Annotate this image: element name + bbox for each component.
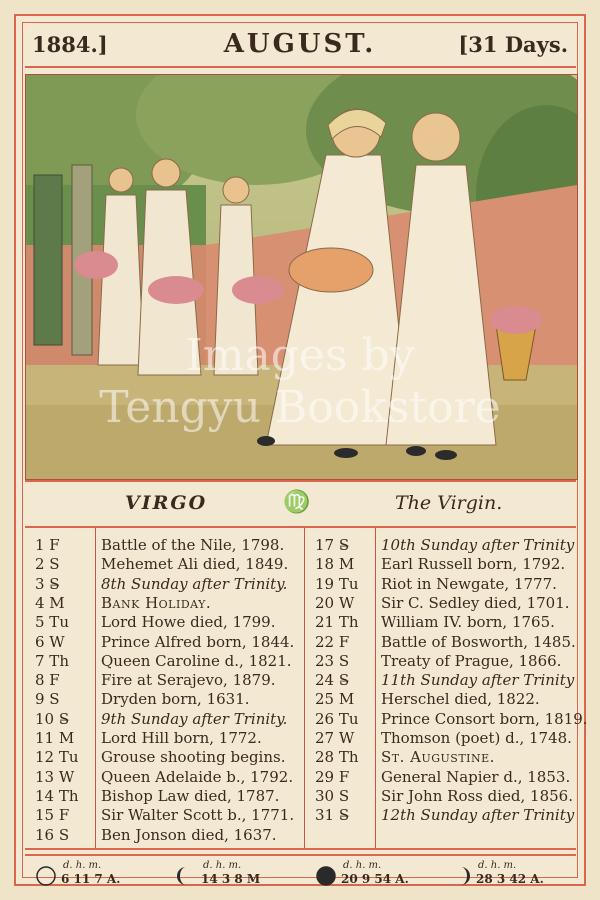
day-label: 28 Th	[315, 748, 359, 767]
moon-phases	[25, 854, 576, 890]
day-event: Sir Walter Scott b., 1771.	[101, 806, 295, 825]
day-label: 11 M	[35, 729, 75, 747]
day-label: 29 F	[315, 767, 350, 786]
day-row	[35, 555, 305, 574]
day-row	[35, 710, 305, 729]
day-label: 15 F	[35, 806, 70, 825]
days-count: [31 Days.	[458, 32, 568, 57]
day-event: Dryden born, 1631.	[101, 690, 250, 709]
day-label: 13 W	[35, 767, 75, 786]
day-row	[35, 826, 305, 845]
day-row	[315, 690, 575, 709]
illustration-rule	[25, 480, 576, 482]
moon-phase-header: d. h. m.	[63, 860, 102, 871]
day-label: 26 Tu	[315, 709, 359, 728]
day-event: Lord Hill born, 1772.	[101, 729, 262, 747]
day-row	[35, 729, 305, 748]
day-label: 5 Tu	[35, 613, 69, 632]
day-row	[315, 652, 575, 671]
day-event: Grouse shooting begins.	[101, 748, 286, 767]
moon-phase-header: d. h. m.	[203, 860, 242, 871]
calendar-header	[14, 20, 586, 64]
day-event: Battle of the Nile, 1798.	[101, 536, 285, 554]
day-row	[315, 806, 575, 825]
day-event: General Napier d., 1853.	[381, 767, 571, 786]
moon-phase	[315, 860, 445, 890]
day-event: Lord Howe died, 1799.	[101, 613, 276, 632]
month-title: AUGUST.	[223, 29, 377, 59]
day-event: 9th Sunday after Trinity.	[101, 709, 288, 728]
day-event: Sir C. Sedley died, 1701.	[381, 593, 570, 612]
day-label: 27 W	[315, 729, 355, 747]
day-label: 10 S̶	[35, 709, 70, 728]
zodiac-line	[25, 486, 576, 516]
day-event: Bank Holiday.	[101, 593, 212, 612]
moon-phase-time: 28 3 42 A.	[476, 872, 544, 886]
day-row	[315, 594, 575, 613]
day-row	[315, 768, 575, 787]
day-row	[35, 633, 305, 652]
moon-phase-time: 14 3 8 M	[201, 872, 261, 886]
border-right	[584, 14, 586, 886]
days-table	[25, 526, 588, 850]
day-label: 25 M	[315, 690, 355, 709]
day-row	[35, 690, 305, 709]
day-label: 20 W	[315, 593, 355, 612]
day-row	[315, 748, 575, 767]
day-event: Queen Adelaide b., 1792.	[101, 767, 294, 786]
day-event: Fire at Serajevo, 1879.	[101, 671, 276, 690]
border-top	[14, 14, 586, 16]
day-label: 1 F	[35, 536, 60, 554]
day-event: 10th Sunday after Trinity	[381, 536, 575, 554]
moon-phase	[175, 860, 305, 890]
watermark	[20, 330, 580, 434]
day-event: Queen Caroline d., 1821.	[101, 651, 292, 670]
full-moon-icon	[35, 865, 57, 887]
day-label: 14 Th	[35, 786, 79, 805]
day-row	[315, 729, 575, 748]
day-label: 8 F	[35, 671, 60, 690]
first-quarter-moon-icon	[450, 865, 472, 887]
last-quarter-moon-icon	[175, 865, 197, 887]
day-label: 22 F	[315, 632, 350, 651]
day-row	[315, 787, 575, 806]
day-row	[315, 671, 575, 690]
day-event: William IV. born, 1765.	[381, 613, 555, 632]
day-label: 3 S̶	[35, 574, 60, 593]
day-label: 7 Th	[35, 651, 69, 670]
day-event: St. Augustine.	[381, 748, 495, 767]
moon-phase	[450, 860, 580, 890]
day-row	[35, 671, 305, 690]
moon-phase-time: 6 11 7 A.	[61, 872, 121, 886]
zodiac-meaning: The Virgin.	[395, 492, 503, 514]
zodiac-name: VIRGO	[125, 492, 208, 514]
day-row	[315, 555, 575, 574]
day-row	[35, 806, 305, 825]
day-row	[35, 652, 305, 671]
moon-phase-header: d. h. m.	[343, 860, 382, 871]
day-row	[315, 709, 588, 729]
day-event: Treaty of Prague, 1866.	[381, 651, 562, 670]
day-event: 11th Sunday after Trinity	[381, 671, 575, 690]
day-row	[35, 536, 305, 555]
day-label: 23 S	[315, 651, 350, 670]
day-label: 19 Tu	[315, 574, 359, 593]
day-row	[35, 748, 305, 767]
day-row	[35, 575, 305, 594]
day-event: Mehemet Ali died, 1849.	[101, 555, 289, 574]
inner-border-left	[22, 22, 23, 878]
day-event: Riot in Newgate, 1777.	[381, 574, 557, 593]
day-row	[35, 787, 305, 806]
day-label: 2 S	[35, 555, 60, 574]
day-event: 12th Sunday after Trinity	[381, 806, 575, 825]
moon-phase	[35, 860, 165, 890]
day-label: 17 S̶	[315, 536, 350, 554]
day-row	[315, 633, 575, 652]
day-label: 24 S̶	[315, 671, 350, 690]
day-row	[315, 575, 575, 594]
virgo-sign-icon: ♍	[283, 490, 311, 515]
day-label: 31 S̶	[315, 806, 350, 825]
day-event: 8th Sunday after Trinity.	[101, 574, 288, 593]
day-event: Prince Consort born, 1819.	[381, 709, 588, 728]
moon-phase-time: 20 9 54 A.	[341, 872, 409, 886]
day-row	[35, 613, 305, 632]
header-rule	[25, 66, 576, 68]
border-left	[14, 14, 16, 886]
moon-phase-header: d. h. m.	[478, 860, 517, 871]
day-event: Battle of Bosworth, 1485.	[381, 632, 576, 651]
calendar-page	[14, 14, 586, 886]
day-label: 21 Th	[315, 613, 359, 632]
day-event: Herschel died, 1822.	[381, 690, 540, 709]
day-event: Thomson (poet) d., 1748.	[381, 729, 572, 747]
watermark-line-2: Tengyu Bookstore	[99, 382, 501, 433]
day-row	[35, 768, 305, 787]
day-label: 6 W	[35, 632, 65, 651]
day-label: 18 M	[315, 555, 355, 574]
day-row	[35, 594, 305, 613]
year-label: 1884.]	[32, 32, 108, 57]
day-label: 16 S	[35, 825, 70, 844]
day-label: 9 S	[35, 690, 60, 709]
new-moon-icon	[315, 865, 337, 887]
day-row	[315, 613, 575, 632]
day-event: Ben Jonson died, 1637.	[101, 825, 277, 844]
day-label: 30 S	[315, 786, 350, 805]
watermark-line-1: Images by	[185, 330, 415, 381]
day-event: Bishop Law died, 1787.	[101, 786, 280, 805]
day-event: Prince Alfred born, 1844.	[101, 632, 295, 651]
day-label: 4 M	[35, 593, 65, 612]
day-label: 12 Tu	[35, 748, 79, 767]
day-event: Earl Russell born, 1792.	[381, 555, 566, 574]
day-event: Sir John Ross died, 1856.	[381, 786, 573, 805]
day-row	[315, 536, 575, 555]
